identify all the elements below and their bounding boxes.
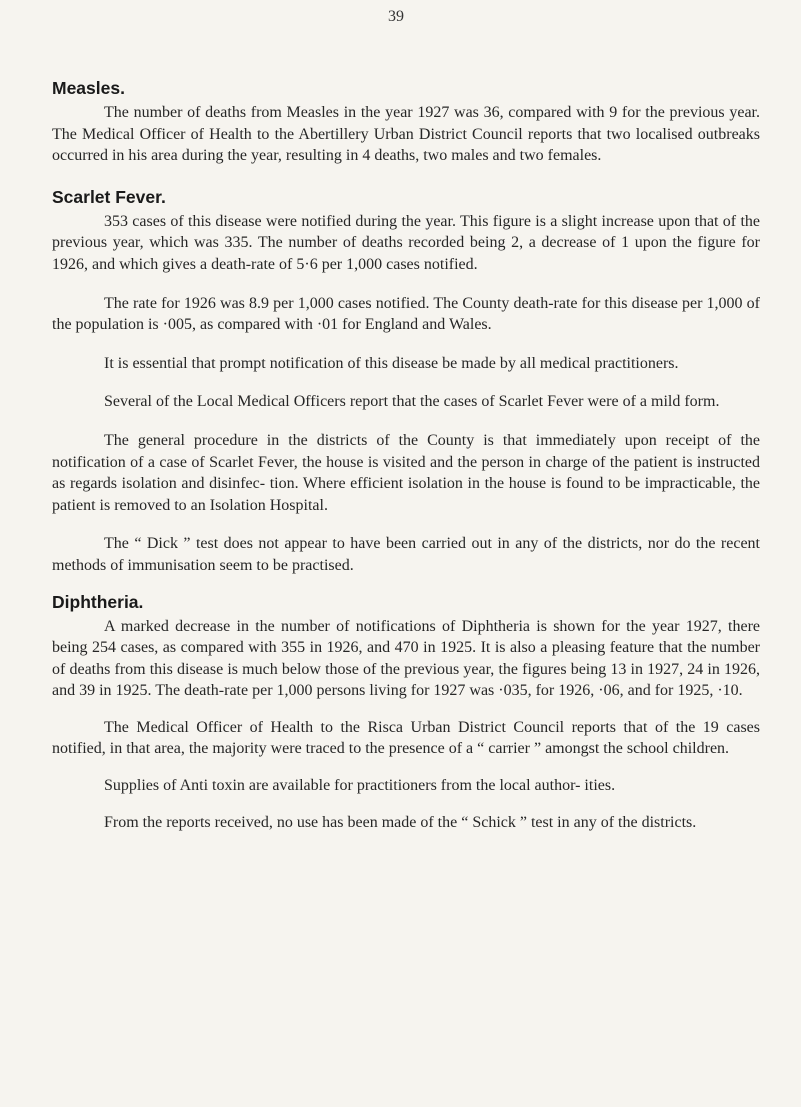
section-heading: Measles. [52,78,125,98]
paragraph: The general procedure in the districts of the County is that immediately upon receipt of the notification of a case of Scarlet Fever, the house is visited and the person in charge of the patient is instructed as regards isolation and disinfec- tion. Where efficient isolation in the house is found to be impracticable, the patient is removed to an Isolation Hospital. [52,431,760,514]
paragraph: 353 cases of this disease were notified during the year. This figure is a slight increase upon that of the previous year, which was 335. The number of deaths recorded being 2, a decrease of 1 upon the figure for 1926, and which gives a death-rate of 5·6 per 1,000 cases notified. [52,212,760,273]
paragraph: The number of deaths from Measles in the year 1927 was 36, compared with 9 for the previous year. The Medical Officer of Health to the Abertillery Urban District Council reports that two localised outbreaks occurred in his area during the year, resulting in 4 deaths, two males and two females. [52,104,760,165]
section-scarlet-fever [52,187,760,577]
paragraph: It is essential that prompt notification of this disease be made by all medical practitioners. [104,354,679,372]
paragraph: A marked decrease in the number of notifications of Diphtheria is shown for the year 1927, there being 254 cases, as compared with 355 in 1926, and 470 in 1925. It is also a pleasing feature that the number of deaths from this disease is much below those of the previous year, the figures being 13 in 1927, 24 in 1926, and 39 in 1925. The death-rate per 1,000 persons living for 1927 was ·035, for 1926, ·06, and for 1925, ·10. [52,617,760,700]
page-content [52,78,760,833]
page-number: 39 [388,8,404,25]
paragraph: Several of the Local Medical Officers report that the cases of Scarlet Fever were of a mild form. [104,393,720,411]
section-heading: Scarlet Fever. [52,186,166,207]
paragraph: The rate for 1926 was 8.9 per 1,000 cases notified. The County death-rate for this disease per 1,000 of the population is ·005, as compared with ·01 for England and Wales. [52,294,760,334]
paragraph: The Medical Officer of Health to the Risca Urban District Council reports that of the 19 cases notified, in that area, the majority were traced to the presence of a “ carrier ” amongst the school children. [52,718,760,758]
section-measles [52,78,760,167]
section-diphtheria [52,592,760,834]
section-heading: Diphtheria. [52,591,144,612]
paragraph: From the reports received, no use has been made of the “ Schick ” test in any of the districts. [104,813,697,831]
paragraph: Supplies of Anti toxin are available for practitioners from the local author- ities. [104,777,616,795]
paragraph: The “ Dick ” test does not appear to have been carried out in any of the districts, nor do the recent methods of immunisation seem to be practised. [52,535,760,574]
